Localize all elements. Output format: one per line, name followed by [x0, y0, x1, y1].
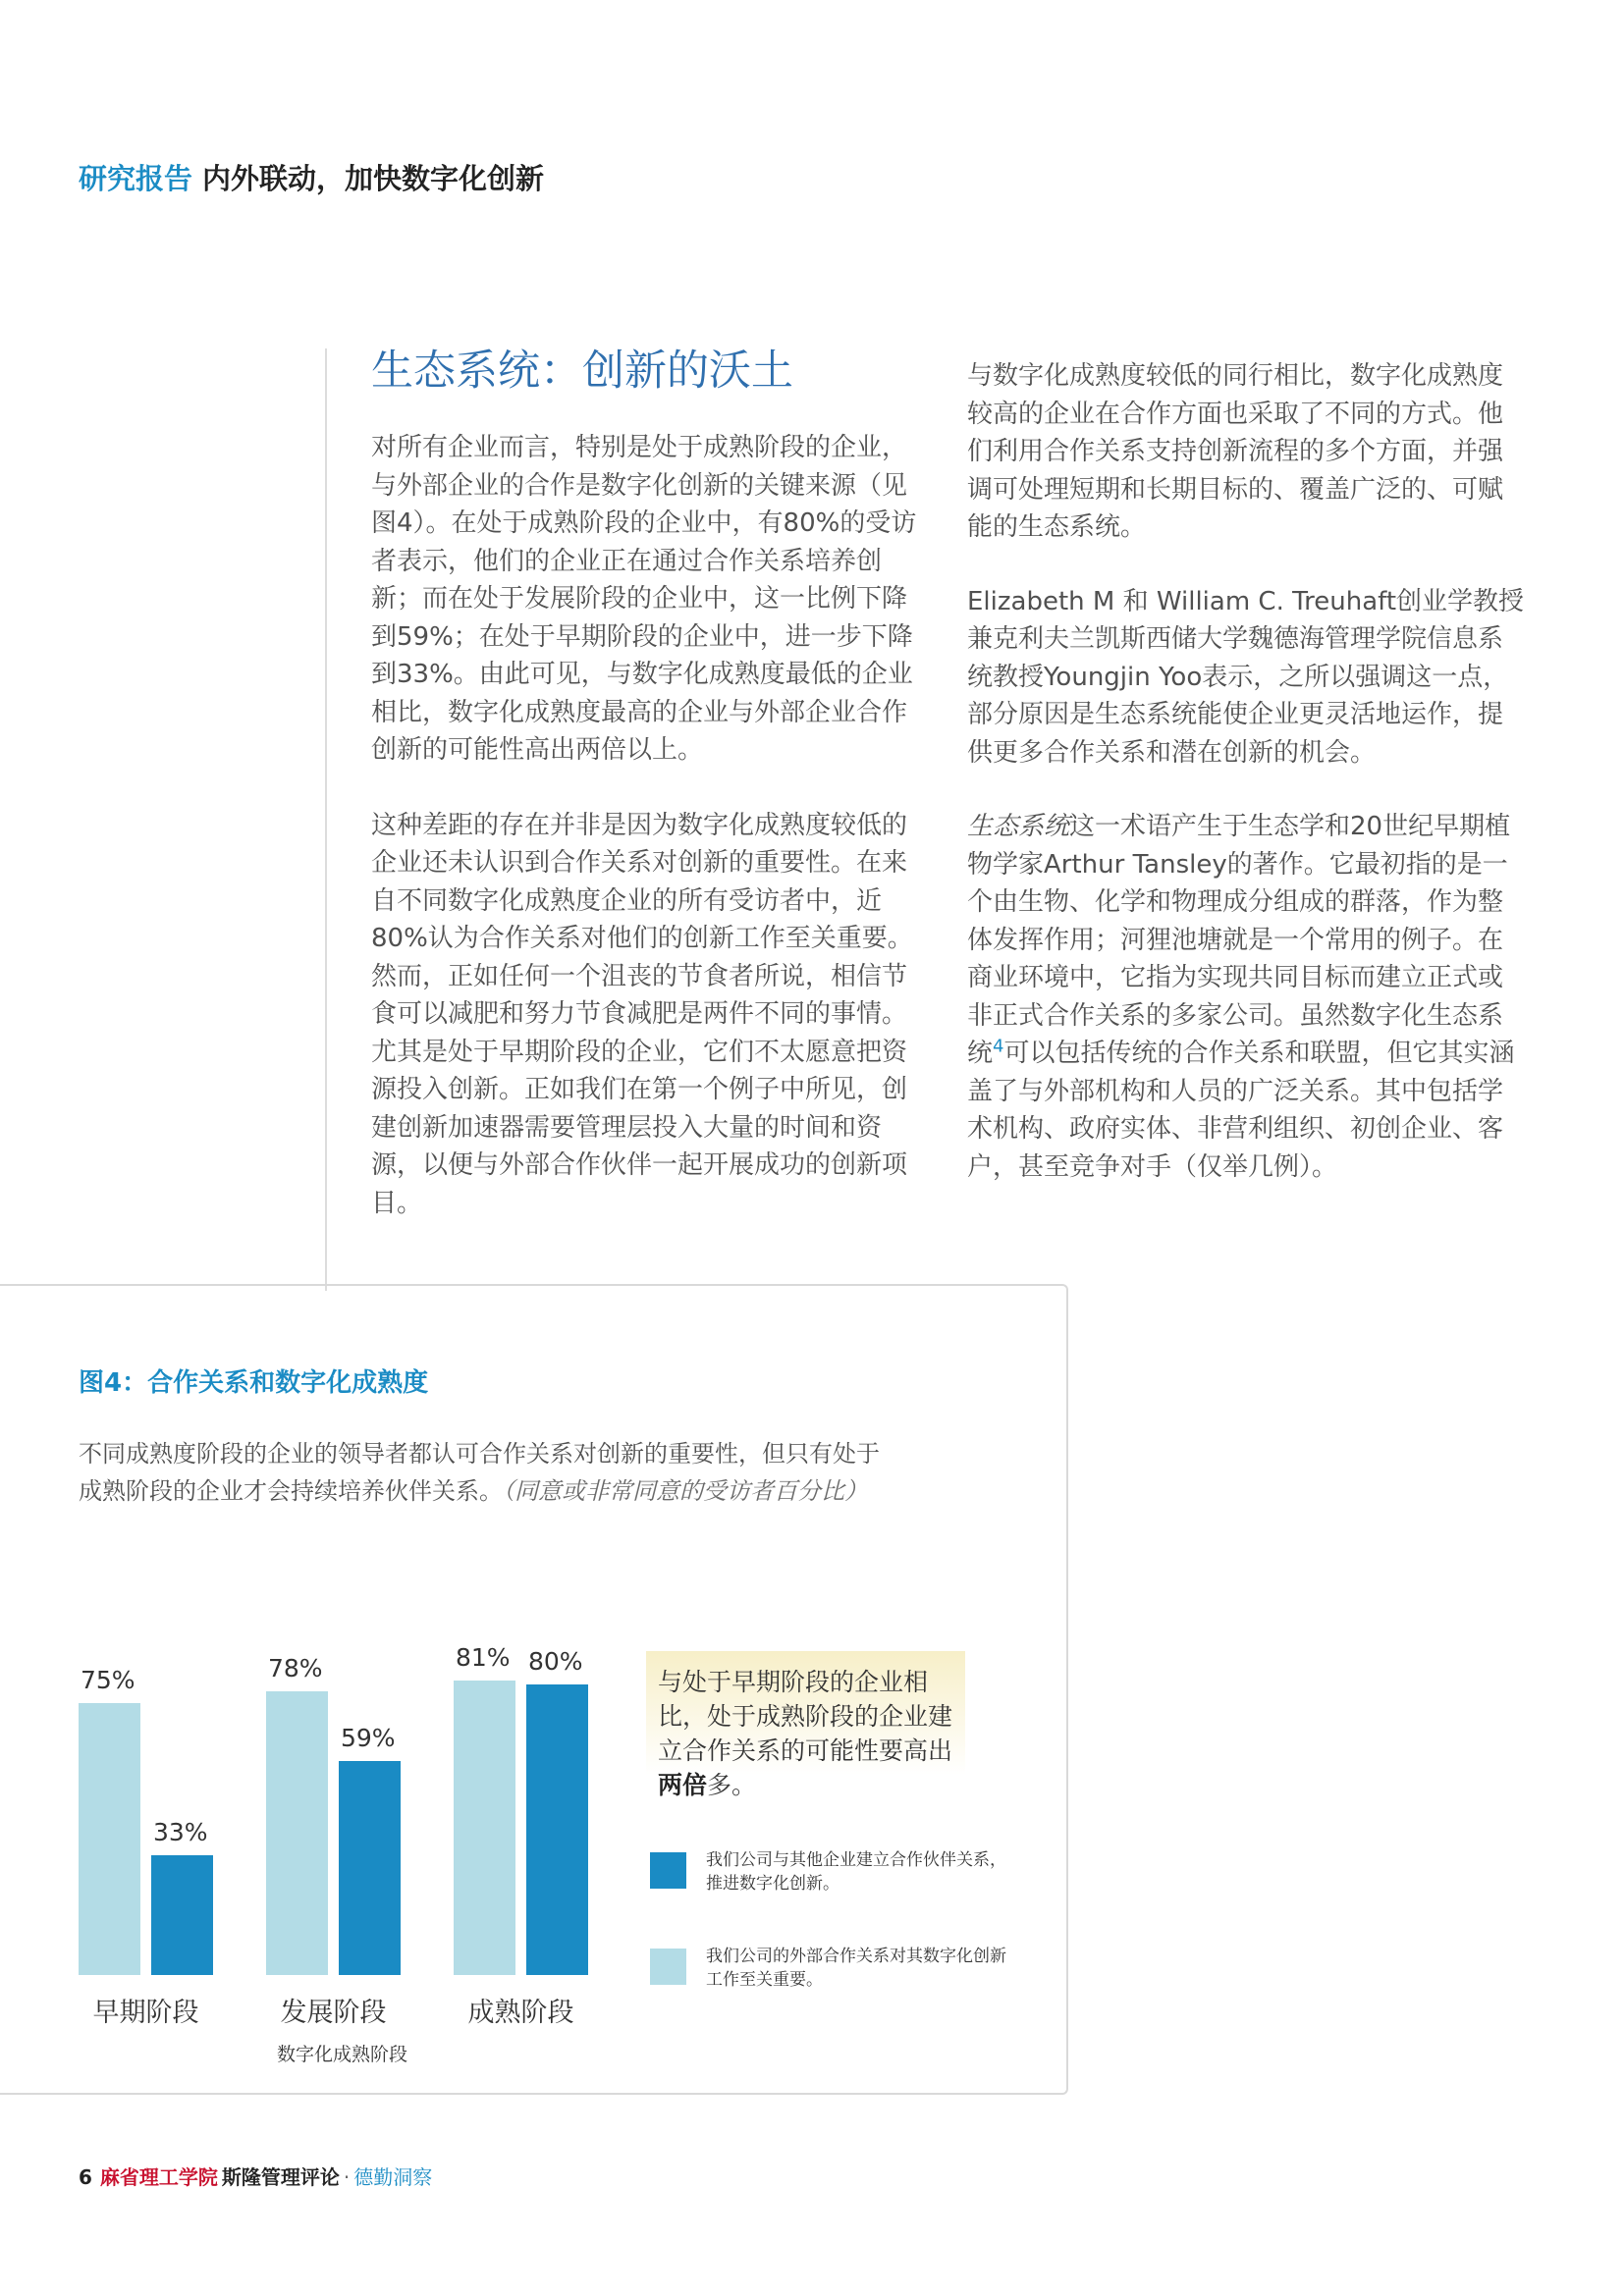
callout-emphasis: 两倍	[658, 1771, 708, 1799]
category-label: 成熟阶段	[467, 1998, 574, 2028]
right-paragraph-2: Elizabeth M 和 William C. Treuhaft创业学教授兼克利夫兰凯斯西储大学魏德海管理学院信息系统教授Youngjin Yoo表示，之所以强调这一点，部分原因是生态系统能使企业更灵活地运作，提供更多合作关系和潜在创新的机会。	[967, 586, 1525, 768]
column-divider	[325, 348, 327, 1291]
data-label: 80%	[528, 1647, 583, 1676]
footer-separator: ·	[343, 2165, 351, 2189]
right-paragraph-3-part-b: 可以包括传统的合作关系和联盟，但它其实涵盖了与外部机构和人员的广泛关系。其中包括学术机构、政府实体、非营利组织、初创企业、客户，甚至竞争对手（仅举几例）。	[967, 1039, 1515, 1182]
data-label: 59%	[341, 1723, 396, 1752]
data-label: 75%	[81, 1665, 135, 1694]
data-label: 81%	[456, 1643, 511, 1673]
legend-label-light: 我们公司的外部合作关系对其数字化创新工作至关重要。	[706, 1947, 1006, 1990]
publisher-name: 麻省理工学院	[99, 2165, 218, 2189]
report-category: 研究报告	[79, 162, 193, 195]
legend-swatch-dark	[650, 1852, 686, 1889]
page-footer	[79, 2162, 432, 2190]
page-number: 6	[79, 2165, 92, 2189]
right-paragraph-3-part-a: 这一术语产生于生态学和20世纪早期植物学家Arthur Tansley的著作。它最初指的是一个由生物、化学和物理成分组成的群落，作为整体发挥作用；河狸池塘就是一个常用的例子。在商业环境中，它指为实现共同目标而建立正式或非正式合作关系的多家公司。虽然数字化生态系统	[967, 812, 1511, 1068]
report-title: 内外联动，加快数字化创新	[202, 162, 545, 195]
legend-swatch-light	[650, 1949, 686, 1985]
figure-title: 图4：合作关系和数字化成熟度	[79, 1368, 429, 1398]
category-label: 发展阶段	[280, 1998, 387, 2028]
x-axis-title: 数字化成熟阶段	[277, 2044, 408, 2065]
figure-note: （同意或非常同意的受访者百分比）	[503, 1477, 868, 1505]
journal-name: 斯隆管理评论	[221, 2165, 340, 2189]
data-label: 33%	[153, 1817, 208, 1846]
category-label: 早期阶段	[92, 1998, 199, 2028]
right-paragraph-3	[967, 808, 1527, 1186]
bar-importance-1	[266, 1691, 328, 1975]
figure-description	[79, 1435, 893, 1510]
bar-partnering-0	[151, 1855, 213, 1975]
bar-partnering-1	[339, 1761, 401, 1975]
data-label: 78%	[268, 1654, 323, 1683]
ecosystem-term: 生态系统	[967, 812, 1070, 841]
running-header	[79, 157, 544, 197]
left-paragraph-2: 这种差距的存在并非是因为数字化成熟度较低的企业还未认识到合作关系对创新的重要性。在来自不同数字化成熟度企业的所有受访者中，近80%认为合作关系对他们的创新工作至关重要。然而，正如任何一个沮丧的节食者所说，相信节食可以减肥和努力节食减肥是两件不同的事情。尤其是处于早期阶段的企业，它们不太愿意把资源投入创新。正如我们在第一个例子中所见，创建创新加速器需要管理层投入大量的时间和资源，以便与外部合作伙伴一起开展成功的创新项目。	[371, 810, 913, 1218]
section-title: 生态系统：创新的沃土	[371, 347, 793, 396]
right-paragraph-1: 与数字化成熟度较低的同行相比，数字化成熟度较高的企业在合作方面也采取了不同的方式。他们利用合作关系支持创新流程的多个方面，并强调可处理短期和长期目标的、覆盖广泛的、可赋能的生态系统。	[967, 361, 1504, 542]
figure-description-text: 不同成熟度阶段的企业的领导者都认可合作关系对创新的重要性，但只有处于成熟阶段的企业才会持续培养伙伴关系。	[79, 1440, 880, 1505]
legend-label-dark: 我们公司与其他企业建立合作伙伴关系，推进数字化创新。	[706, 1850, 1006, 1894]
bar-importance-2	[454, 1681, 515, 1975]
left-paragraph-1: 对所有企业而言，特别是处于成熟阶段的企业，与外部企业的合作是数字化创新的关键来源（见图4）。在处于成熟阶段的企业中，有80%的受访者表示，他们的企业正在通过合作关系培养创新；而在处于发展阶段的企业中，这一比例下降到59%；在处于早期阶段的企业中，进一步下降到33%。由此可见，与数字化成熟度最低的企业相比，数字化成熟度最高的企业与外部企业合作创新的可能性高出两倍以上。	[371, 433, 917, 765]
right-column	[967, 357, 1527, 1222]
bar-partnering-2	[526, 1684, 588, 1975]
callout-text	[658, 1665, 952, 1802]
footnote-ref[interactable]: 4	[993, 1036, 1004, 1057]
left-column	[371, 429, 931, 1259]
callout-text-b: 多。	[707, 1771, 757, 1799]
bar-importance-0	[79, 1703, 140, 1976]
callout-text-a: 与处于早期阶段的企业相比，处于成熟阶段的企业建立合作关系的可能性要高出	[658, 1668, 953, 1765]
partner-name: 德勤洞察	[353, 2165, 433, 2189]
